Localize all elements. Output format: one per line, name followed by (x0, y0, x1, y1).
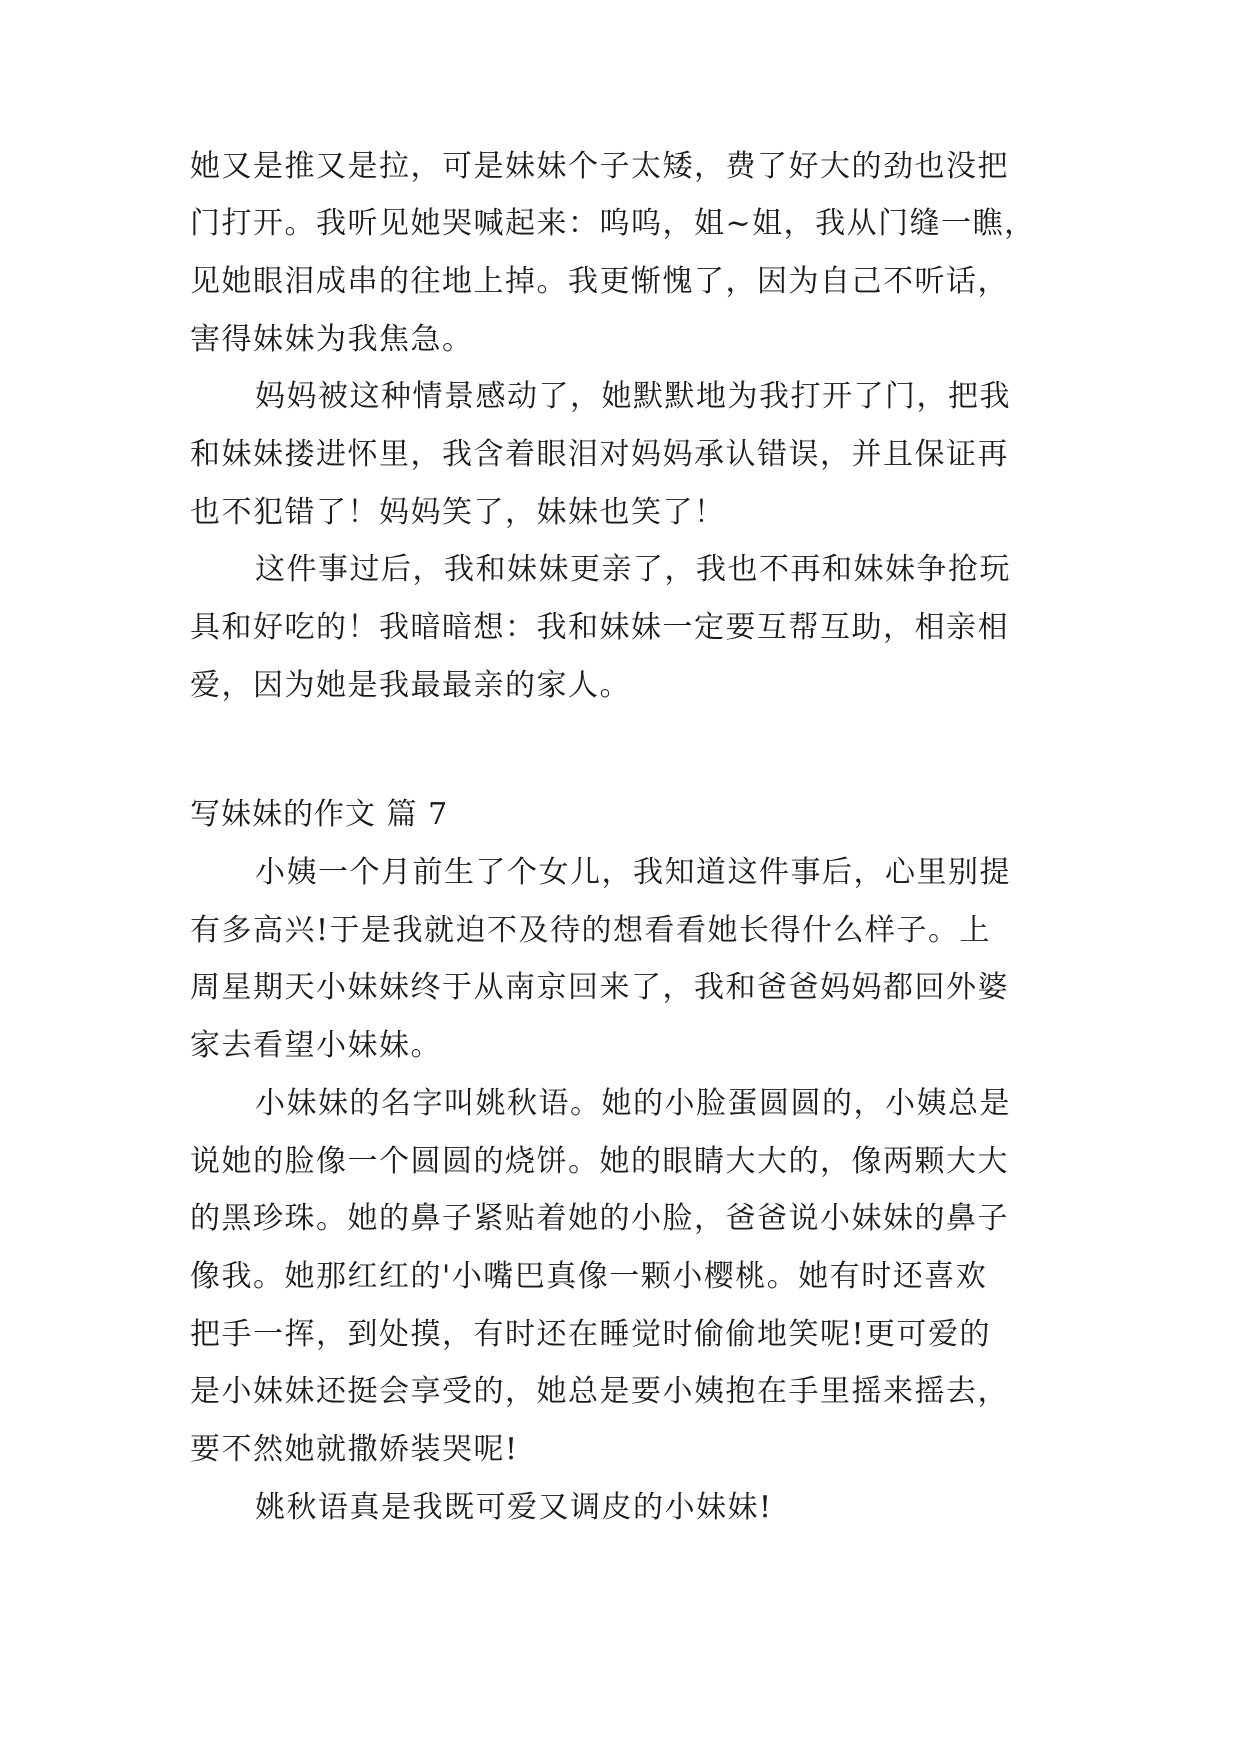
paragraph-1-line-2: 门打开。我听见她哭喊起来：呜呜，姐~姐，我从门缝一瞧， (190, 206, 1036, 241)
paragraph-1-line-1: 她又是推又是拉，可是妹妹个子太矮，费了好大的劲也没把 (190, 149, 1009, 184)
paragraph-2-line-3: 也不犯错了！妈妈笑了，妹妹也笑了！ (190, 495, 726, 530)
section-paragraph-2-line-5: 把手一挥，到处摸，有时还在睡觉时偷偷地笑呢!更可爱的 (190, 1317, 992, 1352)
paragraph-3-line-3: 爱，因为她是我最最亲的家人。 (190, 668, 631, 703)
section-paragraph-2-line-7: 要不然她就撒娇装哭呢! (190, 1432, 519, 1467)
section-paragraph-2-line-1: 小妹妹的名字叫姚秋语。她的小脸蛋圆圆的，小姨总是 (255, 1086, 1011, 1121)
section-paragraph-1-line-3: 周星期天小妹妹终于从南京回来了，我和爸爸妈妈都回外婆 (190, 970, 1009, 1005)
paragraph-2-line-2: 和妹妹搂进怀里，我含着眼泪对妈妈承认错误，并且保证再 (190, 437, 1009, 472)
section-paragraph-2-line-6: 是小妹妹还挺会享受的，她总是要小姨抱在手里摇来摇去， (190, 1374, 1009, 1409)
section-paragraph-2-line-2: 说她的脸像一个圆圆的烧饼。她的眼睛大大的，像两颗大大 (190, 1144, 1009, 1179)
section-paragraph-3-line-1: 姚秋语真是我既可爱又调皮的小妹妹! (255, 1490, 773, 1525)
paragraph-1-line-3: 见她眼泪成串的往地上掉。我更惭愧了，因为自己不听话， (190, 264, 1009, 299)
section-title: 写妹妹的作文 篇 7 (190, 797, 449, 832)
paragraph-3-line-1: 这件事过后，我和妹妹更亲了，我也不再和妹妹争抢玩 (255, 552, 1011, 587)
section-paragraph-1-line-4: 家去看望小妹妹。 (190, 1028, 442, 1063)
paragraph-3-line-2: 具和好吃的！我暗暗想：我和妹妹一定要互帮互助，相亲相 (190, 610, 1009, 645)
section-paragraph-2-line-3: 的黑珍珠。她的鼻子紧贴着她的小脸，爸爸说小妹妹的鼻子 (190, 1201, 1009, 1236)
section-paragraph-1-line-2: 有多高兴!于是我就迫不及待的想看看她长得什么样子。上 (190, 913, 992, 948)
section-paragraph-2-line-4: 像我。她那红红的'小嘴巴真像一颗小樱桃。她有时还喜欢 (190, 1259, 988, 1294)
paragraph-2-line-1: 妈妈被这种情景感动了，她默默地为我打开了门，把我 (255, 379, 1011, 414)
paragraph-1-line-4: 害得妹妹为我焦急。 (190, 322, 474, 357)
section-paragraph-1-line-1: 小姨一个月前生了个女儿，我知道这件事后，心里别提 (255, 855, 1011, 890)
